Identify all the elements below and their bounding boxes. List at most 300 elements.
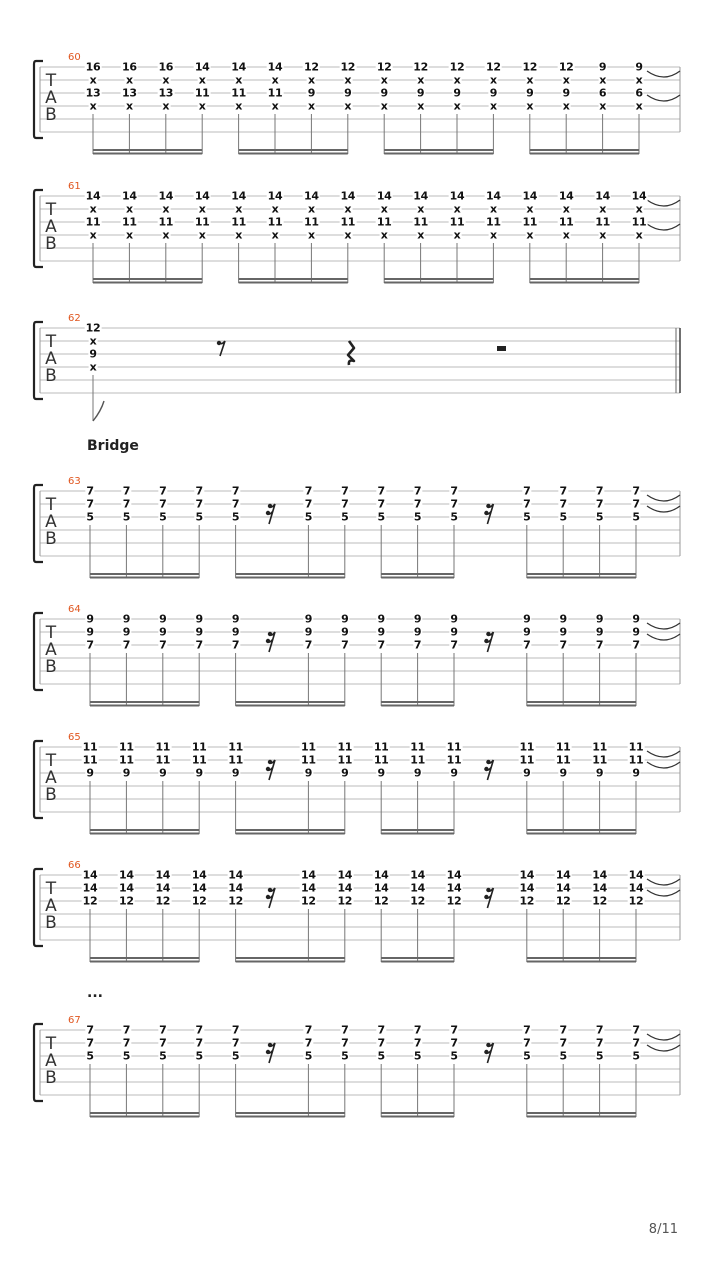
- fret-number: 12: [558, 60, 574, 74]
- fret-number: 14: [337, 881, 353, 895]
- fret-number: 6: [635, 86, 643, 100]
- fret-number: 14: [595, 189, 610, 203]
- beam: [90, 833, 199, 835]
- fret-number: 14: [628, 868, 644, 882]
- tab-clef-letter: B: [45, 657, 57, 677]
- fret-number: 11: [376, 215, 392, 229]
- fret-number: 9: [523, 766, 531, 780]
- fret-number: 7: [377, 484, 385, 498]
- fret-number: 7: [86, 484, 94, 498]
- beam: [236, 705, 345, 707]
- beam: [236, 833, 345, 835]
- fret-number: 5: [304, 1049, 313, 1063]
- fret-number: 7: [231, 638, 240, 652]
- fret-number: 11: [158, 215, 174, 229]
- fret-number: 11: [449, 215, 465, 229]
- tab-clef-letter: T: [45, 623, 57, 643]
- fret-number: 11: [631, 215, 647, 229]
- fret-number: 11: [82, 740, 98, 754]
- dead-note: x: [307, 228, 315, 242]
- fret-number: 9: [231, 625, 240, 639]
- fret-number: 13: [85, 86, 101, 100]
- fret-number: 5: [341, 1049, 349, 1063]
- fret-number: 13: [122, 86, 137, 100]
- fret-number: 12: [301, 894, 316, 908]
- beam: [527, 961, 636, 963]
- tab-clef-letter: B: [45, 913, 57, 933]
- dead-note: x: [489, 99, 497, 113]
- fret-number: 14: [337, 868, 353, 882]
- beam: [527, 829, 636, 831]
- tab-clef-letter: A: [45, 768, 57, 788]
- fret-number: 11: [592, 753, 607, 767]
- beam: [381, 957, 454, 959]
- dead-note: x: [489, 73, 497, 87]
- fret-number: 11: [191, 740, 207, 754]
- dead-note: x: [417, 228, 424, 242]
- fret-number: 5: [523, 510, 531, 524]
- fret-number: 5: [377, 1049, 385, 1063]
- fret-number: 12: [628, 894, 644, 908]
- fret-number: 14: [155, 881, 171, 895]
- fret-number: 5: [122, 1049, 131, 1063]
- fret-number: 9: [159, 766, 167, 780]
- fret-number: 14: [413, 189, 428, 203]
- fret-number: 9: [416, 86, 425, 100]
- fret-number: 14: [228, 881, 243, 895]
- beam: [90, 1112, 199, 1114]
- fret-number: 5: [195, 510, 203, 524]
- fret-number: 11: [267, 86, 283, 100]
- fret-number: 7: [86, 1023, 94, 1037]
- fret-number: 11: [304, 215, 319, 229]
- fret-number: 7: [231, 497, 240, 511]
- fret-number: 14: [85, 189, 101, 203]
- system-bracket: [34, 869, 43, 946]
- beam: [90, 957, 199, 959]
- dead-note: x: [89, 202, 97, 216]
- fret-number: 7: [523, 638, 531, 652]
- fret-number: 11: [301, 740, 316, 754]
- fret-number: 9: [122, 766, 131, 780]
- fret-number: 14: [555, 881, 571, 895]
- tab-clef-letter: T: [45, 71, 57, 91]
- fret-number: 14: [194, 189, 210, 203]
- fret-number: 9: [307, 86, 316, 100]
- section-label-bridge: Bridge: [87, 438, 139, 454]
- beam: [239, 282, 348, 284]
- fret-number: 12: [446, 894, 462, 908]
- fret-number: 14: [301, 868, 316, 882]
- fret-number: 14: [449, 189, 465, 203]
- fret-number: 14: [119, 881, 134, 895]
- fret-number: 9: [304, 625, 313, 639]
- fret-number: 16: [158, 60, 174, 74]
- fret-number: 11: [628, 753, 644, 767]
- fret-number: 14: [558, 189, 574, 203]
- beam: [384, 149, 493, 151]
- fret-number: 12: [340, 60, 356, 74]
- fret-number: 5: [341, 510, 349, 524]
- fret-number: 9: [304, 766, 313, 780]
- fret-number: 9: [450, 766, 458, 780]
- beam: [527, 957, 636, 959]
- measure-number: 64: [68, 604, 81, 615]
- beam: [381, 1112, 454, 1114]
- fret-number: 11: [555, 753, 571, 767]
- fret-number: 7: [159, 1036, 167, 1050]
- fret-number: 11: [519, 753, 535, 767]
- dead-note: x: [125, 73, 133, 87]
- fret-number: 7: [231, 1023, 240, 1037]
- sixteenth-rest: [484, 888, 493, 908]
- fret-number: 7: [86, 638, 94, 652]
- fret-number: 11: [231, 215, 246, 229]
- fret-number: 12: [519, 894, 535, 908]
- dead-note: x: [271, 99, 279, 113]
- dead-note: x: [380, 99, 388, 113]
- tab-clef-letter: A: [45, 1051, 57, 1071]
- dead-note: x: [89, 228, 97, 242]
- fret-number: 7: [122, 497, 131, 511]
- fret-number: 12: [337, 894, 353, 908]
- fret-number: 7: [413, 484, 422, 498]
- fret-number: 7: [595, 484, 604, 498]
- fret-number: 5: [595, 1049, 604, 1063]
- beam: [527, 705, 636, 707]
- beam: [239, 278, 348, 280]
- beam: [236, 961, 345, 963]
- dead-note: x: [599, 228, 606, 242]
- fret-number: 11: [410, 753, 425, 767]
- dead-note: x: [162, 73, 170, 87]
- fret-number: 5: [632, 510, 640, 524]
- dead-note: x: [489, 228, 497, 242]
- fret-number: 12: [413, 60, 428, 74]
- system-bracket: [34, 613, 43, 690]
- dead-note: x: [526, 228, 534, 242]
- fret-number: 14: [301, 881, 316, 895]
- fret-number: 7: [231, 1036, 240, 1050]
- fret-number: 11: [337, 753, 353, 767]
- beam: [381, 705, 454, 707]
- beam: [530, 282, 639, 284]
- tie-arc: [647, 95, 680, 101]
- fret-number: 9: [344, 86, 352, 100]
- dead-note: x: [489, 202, 497, 216]
- beam: [236, 1112, 345, 1114]
- dead-note: x: [344, 99, 352, 113]
- fret-number: 9: [453, 86, 461, 100]
- sixteenth-rest: [266, 504, 275, 524]
- fret-number: 12: [304, 60, 319, 74]
- beam: [239, 153, 348, 155]
- fret-number: 9: [377, 625, 385, 639]
- tab-clef-letter: T: [45, 1034, 57, 1054]
- beam: [239, 149, 348, 151]
- beam: [93, 282, 202, 284]
- fret-number: 9: [632, 612, 640, 626]
- fret-number: 11: [122, 215, 137, 229]
- tab-clef-letter: T: [45, 751, 57, 771]
- fret-number: 12: [449, 60, 465, 74]
- eighth-rest: [217, 341, 225, 356]
- beam: [381, 833, 454, 835]
- fret-number: 13: [158, 86, 174, 100]
- measure-number: 61: [68, 181, 81, 192]
- fret-number: 9: [195, 766, 203, 780]
- fret-number: 14: [519, 868, 535, 882]
- fret-number: 7: [559, 497, 567, 511]
- fret-number: 9: [341, 625, 349, 639]
- fret-number: 7: [122, 1036, 131, 1050]
- fret-number: 9: [413, 612, 422, 626]
- dead-note: x: [344, 228, 352, 242]
- fret-number: 9: [341, 766, 349, 780]
- fret-number: 14: [592, 868, 607, 882]
- fret-number: 14: [228, 868, 243, 882]
- tie-arc: [647, 634, 680, 640]
- fret-number: 14: [522, 189, 538, 203]
- beam: [90, 705, 199, 707]
- dead-note: x: [198, 99, 206, 113]
- beam: [236, 957, 345, 959]
- fret-number: 11: [410, 740, 425, 754]
- fret-number: 11: [373, 740, 389, 754]
- tab-clef-letter: A: [45, 88, 57, 108]
- fret-number: 9: [595, 612, 604, 626]
- beam: [236, 573, 345, 575]
- beam: [384, 282, 493, 284]
- fret-number: 12: [486, 60, 501, 74]
- tie-arc: [647, 762, 680, 768]
- fret-number: 14: [486, 189, 501, 203]
- fret-number: 14: [410, 868, 425, 882]
- tab-clef-letter: B: [45, 105, 57, 125]
- fret-number: 11: [519, 740, 535, 754]
- tab-clef-letter: T: [45, 332, 57, 352]
- system-bracket: [34, 61, 43, 138]
- dead-note: x: [89, 73, 97, 87]
- fret-number: 7: [195, 497, 203, 511]
- fret-number: 5: [159, 510, 167, 524]
- tab-clef-letter: B: [45, 785, 57, 805]
- dead-note: x: [599, 202, 606, 216]
- tab-clef-letter: B: [45, 1068, 57, 1088]
- fret-number: 7: [632, 484, 640, 498]
- fret-number: 7: [304, 484, 313, 498]
- dead-note: x: [562, 202, 570, 216]
- dead-note: x: [599, 99, 606, 113]
- fret-number: 7: [413, 1023, 422, 1037]
- fret-number: 7: [159, 484, 167, 498]
- fret-number: 9: [380, 86, 388, 100]
- dead-note: x: [526, 202, 534, 216]
- dead-note: x: [417, 99, 424, 113]
- fret-number: 7: [231, 484, 240, 498]
- fret-number: 7: [304, 638, 313, 652]
- dead-note: x: [89, 99, 97, 113]
- fret-number: 11: [558, 215, 574, 229]
- page-number: 8/11: [648, 1222, 678, 1237]
- fret-number: 5: [559, 510, 567, 524]
- beam: [90, 577, 199, 579]
- fret-number: 5: [195, 1049, 203, 1063]
- dead-note: x: [235, 228, 242, 242]
- beam: [381, 1116, 454, 1118]
- fret-number: 14: [155, 868, 171, 882]
- fret-number: 7: [523, 1036, 531, 1050]
- fret-number: 11: [522, 215, 538, 229]
- measure-number: 63: [68, 476, 81, 487]
- measure-number: 65: [68, 732, 81, 743]
- fret-number: 12: [191, 894, 207, 908]
- fret-number: 7: [86, 1036, 94, 1050]
- fret-number: 5: [595, 510, 604, 524]
- fret-number: 7: [632, 1036, 640, 1050]
- measure-number: 60: [68, 52, 81, 63]
- fret-number: 5: [559, 1049, 567, 1063]
- fret-number: 5: [159, 1049, 167, 1063]
- fret-number: 12: [85, 321, 101, 335]
- fret-number: 16: [122, 60, 137, 74]
- fret-number: 7: [159, 638, 167, 652]
- tie-arc: [647, 495, 680, 501]
- fret-number: 9: [341, 612, 349, 626]
- measure-number: 66: [68, 860, 81, 871]
- fret-number: 7: [195, 638, 203, 652]
- fret-number: 6: [598, 86, 607, 100]
- dead-note: x: [198, 228, 206, 242]
- fret-number: 16: [85, 60, 101, 74]
- dead-note: x: [162, 228, 170, 242]
- fret-number: 9: [489, 86, 498, 100]
- sixteenth-rest: [266, 632, 275, 652]
- fret-number: 12: [82, 894, 98, 908]
- tab-clef-letter: A: [45, 640, 57, 660]
- dead-note: x: [198, 202, 206, 216]
- quarter-rest: [348, 341, 354, 365]
- fret-number: 7: [341, 484, 349, 498]
- fret-number: 12: [555, 894, 571, 908]
- fret-number: 14: [519, 881, 535, 895]
- fret-number: 11: [592, 740, 607, 754]
- dead-note: x: [380, 202, 388, 216]
- dead-note: x: [162, 99, 170, 113]
- fret-number: 9: [377, 612, 385, 626]
- tab-clef-letter: B: [45, 234, 57, 254]
- fret-number: 9: [632, 766, 640, 780]
- beam: [527, 573, 636, 575]
- beam: [381, 961, 454, 963]
- fret-number: 9: [122, 625, 131, 639]
- fret-number: 7: [450, 1036, 458, 1050]
- dead-note: x: [235, 202, 242, 216]
- dead-note: x: [453, 202, 461, 216]
- dead-note: x: [380, 228, 388, 242]
- fret-number: 11: [301, 753, 316, 767]
- fret-number: 11: [628, 740, 644, 754]
- dead-note: x: [635, 99, 643, 113]
- fret-number: 14: [373, 881, 389, 895]
- tab-clef-letter: B: [45, 366, 57, 386]
- fret-number: 11: [228, 753, 243, 767]
- fret-number: 7: [632, 497, 640, 511]
- dead-note: x: [344, 202, 352, 216]
- fret-number: 14: [340, 189, 356, 203]
- beam: [236, 1116, 345, 1118]
- beam: [384, 278, 493, 280]
- fret-number: 7: [413, 638, 422, 652]
- tie-arc: [647, 879, 680, 885]
- fret-number: 9: [559, 766, 567, 780]
- fret-number: 9: [450, 612, 458, 626]
- fret-number: 7: [413, 497, 422, 511]
- fret-number: 7: [304, 1023, 313, 1037]
- fret-number: 5: [122, 510, 131, 524]
- dead-note: x: [89, 360, 97, 374]
- fret-number: 14: [231, 189, 246, 203]
- fret-number: 11: [194, 86, 210, 100]
- fret-number: 9: [231, 612, 240, 626]
- dead-note: x: [89, 334, 97, 348]
- fret-number: 7: [122, 638, 131, 652]
- beam: [236, 829, 345, 831]
- fret-number: 14: [628, 881, 644, 895]
- tie-arc: [647, 890, 680, 896]
- dead-note: x: [599, 73, 606, 87]
- sixteenth-rest: [484, 504, 493, 524]
- fret-number: 11: [85, 215, 101, 229]
- fret-number: 7: [159, 497, 167, 511]
- fret-number: 14: [304, 189, 319, 203]
- fret-number: 11: [595, 215, 610, 229]
- fret-number: 11: [340, 215, 356, 229]
- beam: [530, 153, 639, 155]
- fret-number: 9: [195, 625, 203, 639]
- beam: [90, 701, 199, 703]
- beam: [90, 1116, 199, 1118]
- fret-number: 5: [413, 1049, 422, 1063]
- fret-number: 9: [377, 766, 385, 780]
- fret-number: 11: [155, 753, 171, 767]
- fret-number: 5: [523, 1049, 531, 1063]
- tab-clef-letter: T: [45, 200, 57, 220]
- beam: [90, 573, 199, 575]
- fret-number: 5: [86, 510, 94, 524]
- fret-number: 7: [450, 497, 458, 511]
- fret-number: 7: [595, 638, 604, 652]
- fret-number: 7: [632, 638, 640, 652]
- fret-number: 7: [595, 1023, 604, 1037]
- dead-note: x: [526, 99, 534, 113]
- fret-number: 11: [267, 215, 283, 229]
- dead-note: x: [635, 73, 643, 87]
- beam: [236, 701, 345, 703]
- fret-number: 14: [82, 868, 98, 882]
- fret-number: 9: [632, 625, 640, 639]
- sixteenth-rest: [266, 888, 275, 908]
- beam: [93, 153, 202, 155]
- fret-number: 14: [231, 60, 246, 74]
- fret-number: 7: [341, 1036, 349, 1050]
- tie-arc: [647, 1034, 680, 1040]
- dead-note: x: [125, 228, 133, 242]
- tab-clef-letter: A: [45, 896, 57, 916]
- fret-number: 12: [228, 894, 243, 908]
- beam: [381, 573, 454, 575]
- fret-number: 7: [595, 497, 604, 511]
